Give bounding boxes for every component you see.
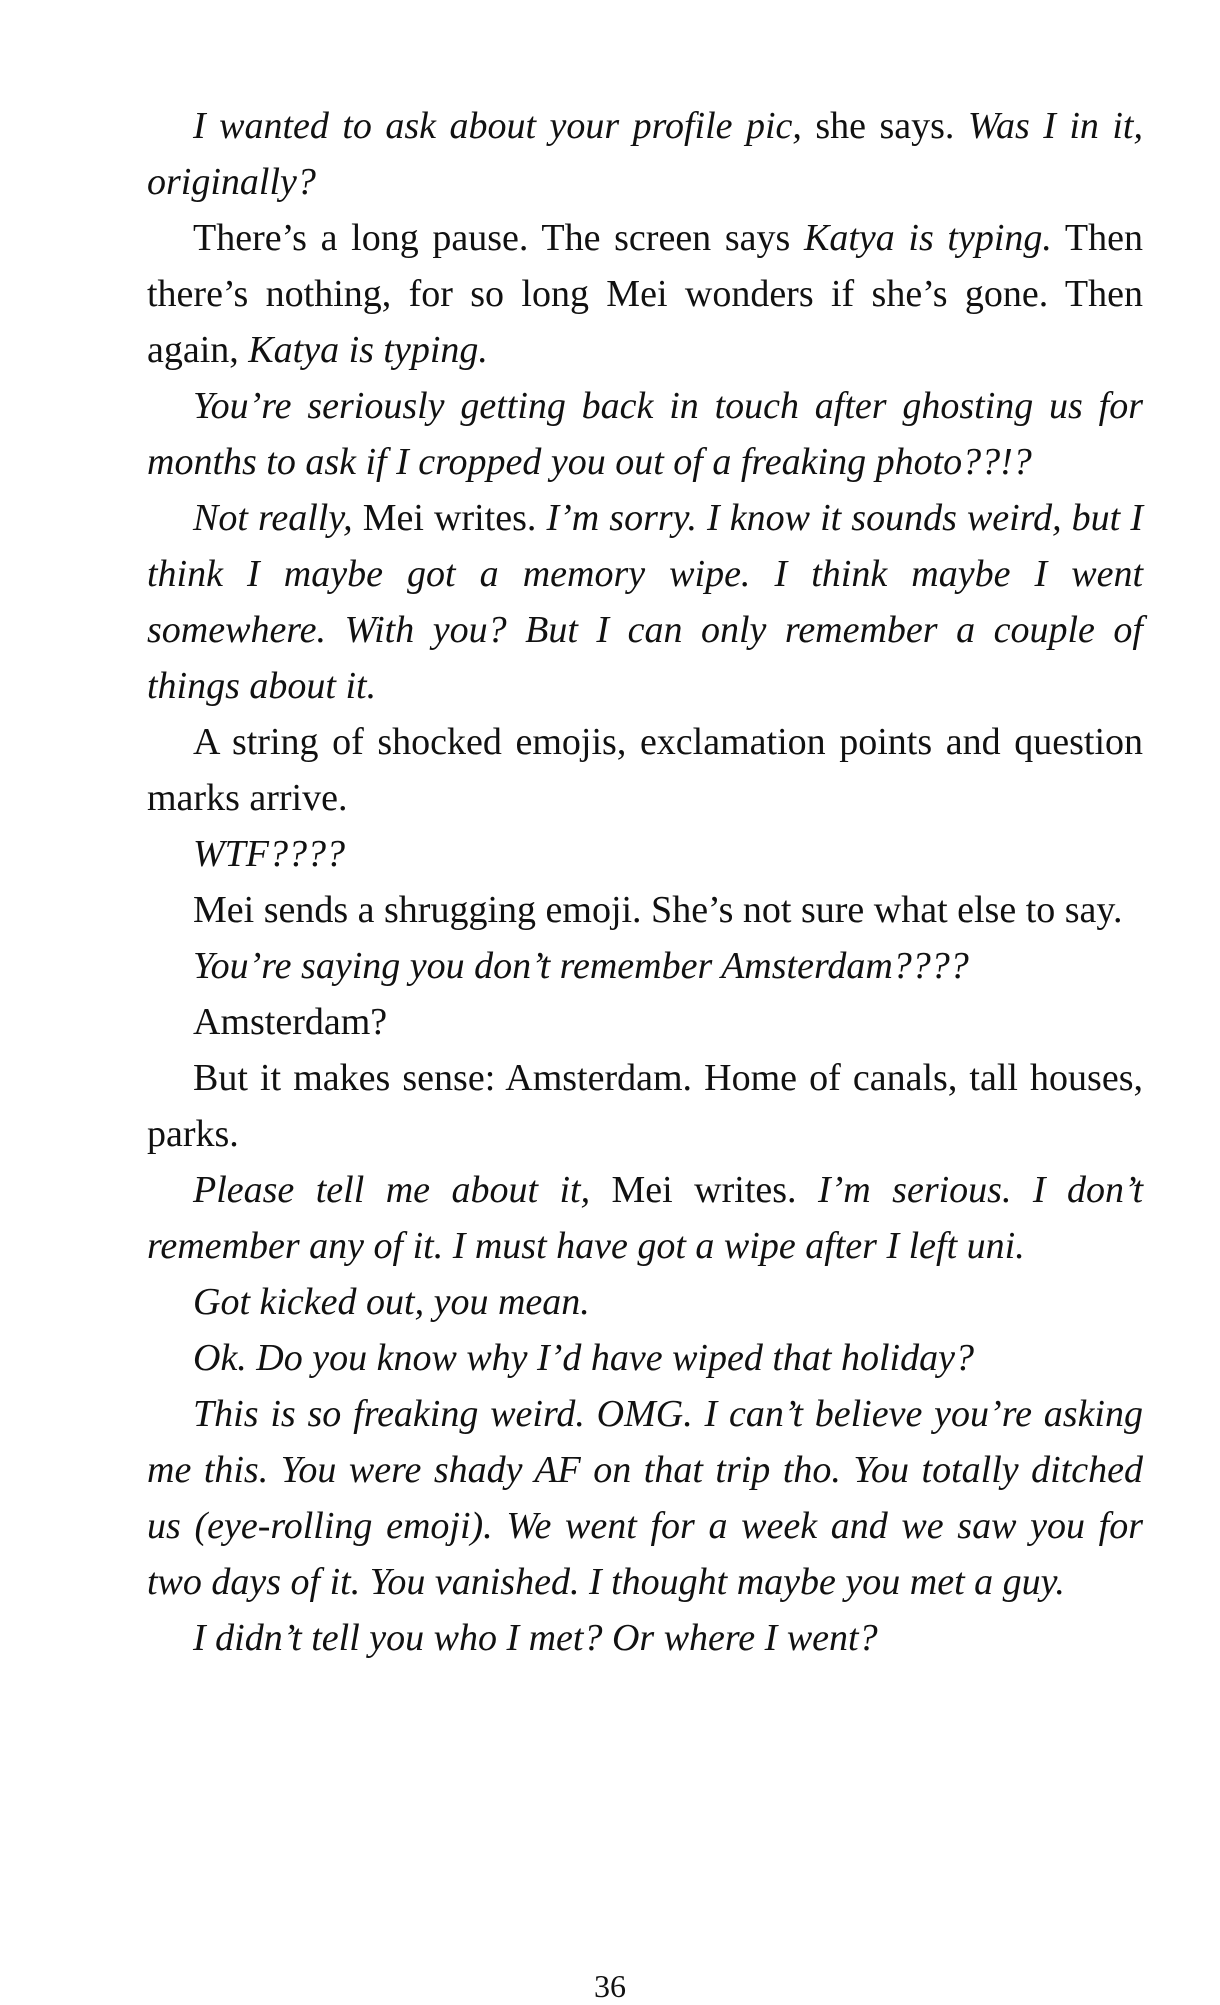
paragraph-5 (147, 714, 1143, 826)
text-run: Mei writes. (590, 1169, 818, 1211)
text-run: Not really, (193, 497, 353, 539)
text-run: Got kicked out, you mean. (193, 1281, 590, 1323)
page-body (147, 98, 1143, 1666)
text-run: There’s a long pause. The screen says (193, 217, 804, 259)
text-run: But it makes sense: Amsterdam. Home of canals, tall houses, parks. (147, 1057, 1143, 1155)
paragraph-11 (147, 1162, 1143, 1274)
text-run: I didn’t tell you who I met? Or where I went? (193, 1617, 878, 1659)
text-run: You’re seriously getting back in touch after ghosting us for months to ask if I cropped you out of a freaking photo??!? (147, 385, 1143, 483)
paragraph-8 (147, 938, 1143, 994)
text-run: Then there’s nothing, for so long Mei wonders if she’s gone. Then again, (147, 217, 1143, 371)
paragraph-4 (147, 490, 1143, 714)
text-run: Mei sends a shrugging emoji. She’s not sure what else to say. (193, 889, 1123, 931)
paragraph-9 (147, 994, 1143, 1050)
paragraph-1 (147, 98, 1143, 210)
text-run: This is so freaking weird. OMG. I can’t believe you’re asking me this. You were shady AF on that trip tho. You totally ditched us (eye-rolling emoji). We went for a week and we saw you for two days of it. You vanished. I thought maybe you met a guy. (147, 1393, 1143, 1603)
text-run: Mei writes. (352, 497, 547, 539)
paragraph-3 (147, 378, 1143, 490)
text-run: I wanted to ask about your profile pic, (193, 105, 802, 147)
paragraph-2 (147, 210, 1143, 378)
paragraph-10 (147, 1050, 1143, 1162)
text-run: You’re saying you don’t remember Amsterdam???? (193, 945, 969, 987)
paragraph-15 (147, 1610, 1143, 1666)
text-run: she says. (801, 105, 968, 147)
paragraph-7 (147, 882, 1143, 938)
text-run: WTF???? (193, 833, 345, 875)
text-run: Amsterdam? (193, 1001, 388, 1043)
text-run: Ok. Do you know why I’d have wiped that holiday? (193, 1337, 974, 1379)
paragraph-13 (147, 1330, 1143, 1386)
paragraph-12 (147, 1274, 1143, 1330)
text-run: I’m serious. I don’t remember any of it. I must have got a wipe after I left uni. (147, 1169, 1143, 1267)
text-run: A string of shocked emojis, exclamation points and question marks arrive. (147, 721, 1143, 819)
text-run: Katya is typing. (248, 329, 488, 371)
text-run: Was I in it, originally? (147, 105, 1143, 203)
page-number: 36 (594, 1968, 626, 2004)
text-run: Please tell me about it, (193, 1169, 591, 1211)
text-run: I’m sorry. I know it sounds weird, but I think I maybe got a memory wipe. I think maybe I went somewhere. With you? But I can only remember a couple of things about it. (147, 497, 1143, 707)
paragraph-6 (147, 826, 1143, 882)
paragraph-14 (147, 1386, 1143, 1610)
text-run: Katya is typing. (803, 217, 1052, 259)
